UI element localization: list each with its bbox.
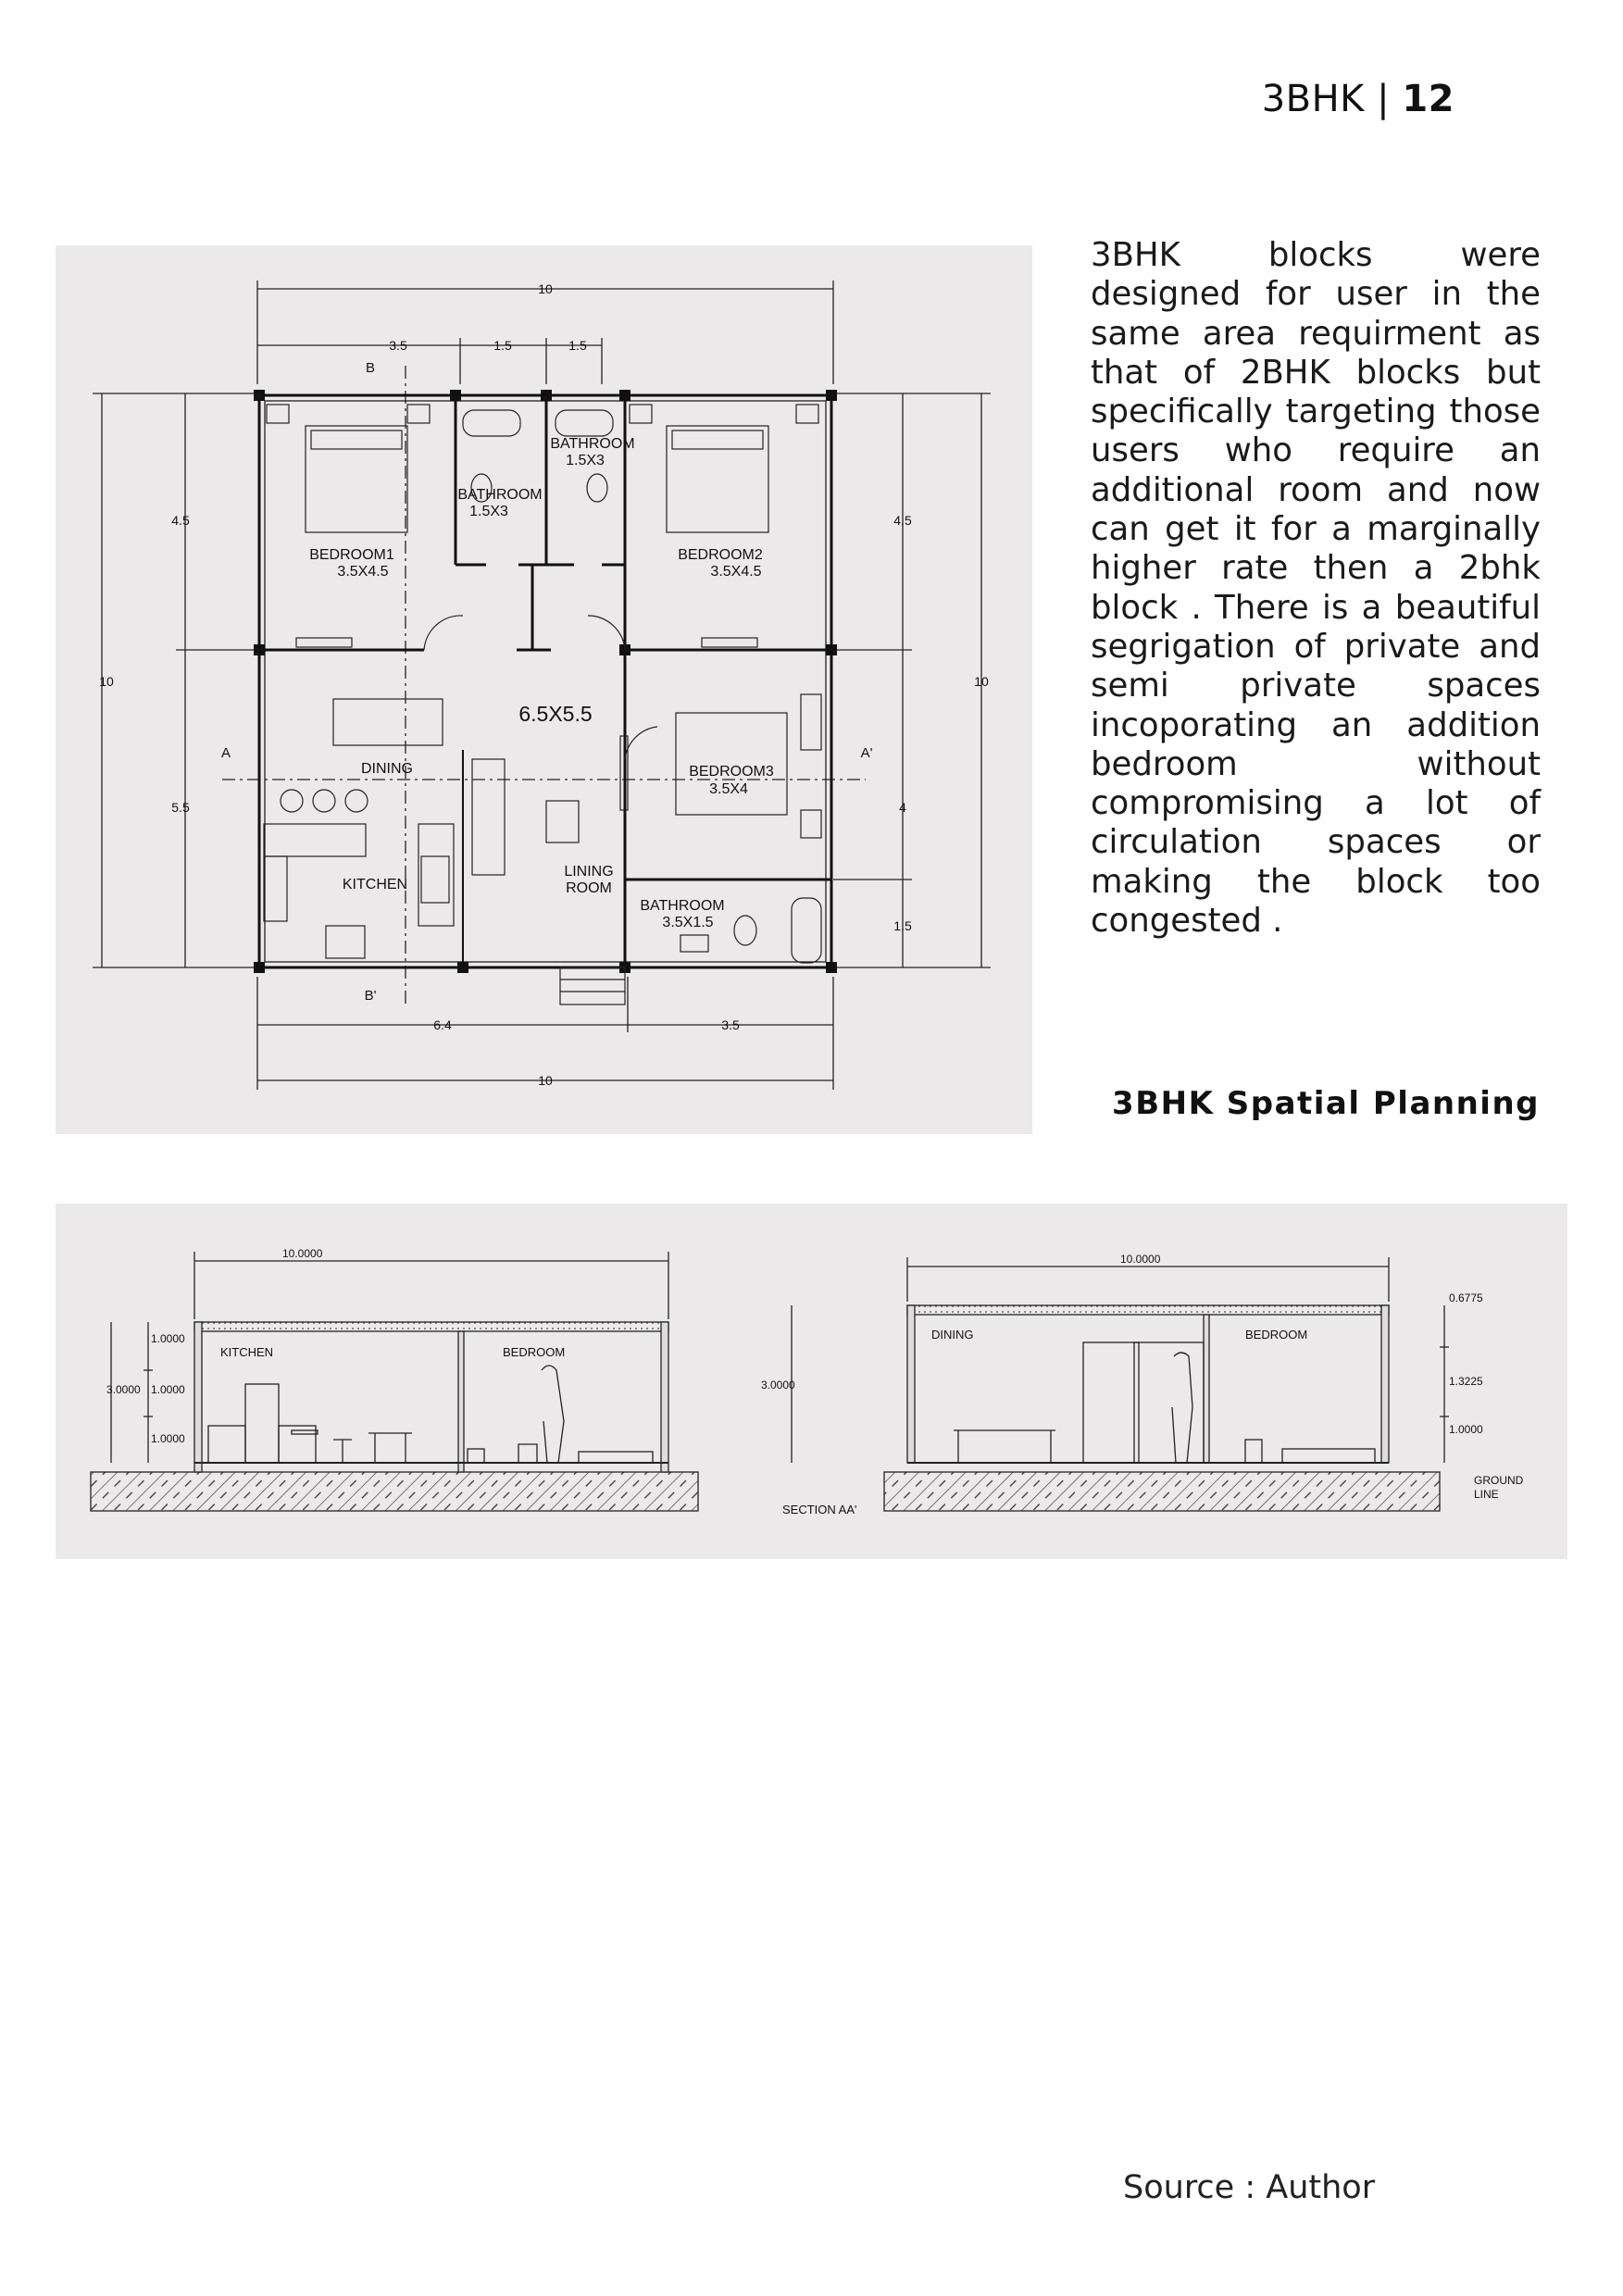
- dim-right-mid: 4: [899, 800, 906, 815]
- dim-top-a: 3.5: [389, 338, 407, 353]
- right-dim-1: 0.6775: [1449, 1292, 1483, 1304]
- dim-right-low: 1.5: [893, 918, 912, 933]
- room-bath2: BATHROOM: [550, 436, 635, 452]
- section-mark-b-prime: B': [364, 988, 377, 1004]
- right-dim-2: 1.3225: [1449, 1375, 1483, 1388]
- room-dining: DINING: [361, 761, 413, 777]
- right-room-dining: DINING: [931, 1328, 974, 1341]
- bed-section-1: [579, 1452, 653, 1463]
- description-paragraph: 3BHK blocks were designed for user in the same area requirment as that of 2BHK blocks but specifically targeting those users who require an additional room and now can get it for a marginally higher rate then a 2bhk block . There is a beautiful segrigation of private and semi private spaces incoporating an addition bedroom without compromising a lot of circulation spaces or making the block too congested .: [1091, 236, 1541, 941]
- page-header: [1262, 78, 1454, 120]
- dim-left-upper: 4.5: [171, 513, 190, 528]
- room-bedroom1-size: 3.5X4.5: [337, 564, 389, 580]
- right-room-bedroom: BEDROOM: [1245, 1328, 1308, 1341]
- room-bedroom3: BEDROOM3: [689, 764, 774, 780]
- right-roof-slab: [907, 1305, 1389, 1315]
- section-mark-a-prime: A': [860, 745, 873, 761]
- stove: [326, 926, 365, 958]
- room-bath3-size: 3.5X1.5: [662, 915, 714, 930]
- figure-caption: 3BHK Spatial Planning: [1112, 1085, 1540, 1122]
- room-bedroom3-size: 3.5X4: [709, 781, 748, 797]
- dim-bottom-a: 6.4: [433, 1017, 452, 1032]
- header-separator: |: [1377, 78, 1391, 120]
- sofa: [472, 759, 505, 875]
- right-dim-3: 1.0000: [1449, 1423, 1483, 1436]
- bed-2: [667, 426, 768, 532]
- room-bedroom2-size: 3.5X4.5: [710, 564, 762, 580]
- figure-person-2: [1172, 1353, 1192, 1463]
- room-living-2: ROOM: [566, 880, 612, 896]
- source-credit: Source : Author: [1123, 2169, 1376, 2206]
- bathtub-3: [792, 898, 821, 963]
- section-mark-a: A: [220, 745, 231, 761]
- bathtub-1: [463, 410, 520, 436]
- dim-bottom-total: 10: [538, 1073, 553, 1088]
- room-bath1: BATHROOM: [457, 487, 543, 503]
- floor-plan-panel: [56, 245, 1032, 1134]
- dim-top-b: 1.5: [493, 338, 512, 353]
- wardrobe: [1083, 1342, 1139, 1463]
- kitchen-counter: [264, 824, 366, 856]
- page-number: 12: [1402, 78, 1454, 120]
- figure-person-1: [542, 1366, 564, 1463]
- room-bedroom1: BEDROOM1: [309, 547, 394, 563]
- right-width-dim: 10.0000: [1120, 1253, 1161, 1266]
- left-total-dim: 3.0000: [106, 1383, 141, 1396]
- dim-left-lower: 5.5: [171, 800, 190, 815]
- bed-section-2: [1282, 1449, 1375, 1463]
- entry-steps: [560, 967, 625, 1004]
- dim-right-upper: 4.5: [893, 513, 912, 528]
- room-living-1: LINING: [564, 864, 614, 880]
- room-hall-size: 6.5X5.5: [518, 702, 593, 726]
- dim-top-c: 1.5: [568, 338, 587, 353]
- room-bath1-size: 1.5X3: [469, 504, 508, 519]
- floor-plan-drawing: [56, 245, 1032, 1134]
- left-dim-2: 1.0000: [151, 1383, 185, 1396]
- left-dim-3: 1.0000: [151, 1432, 185, 1445]
- left-dim-1: 1.0000: [151, 1332, 185, 1345]
- dining-table: [333, 699, 443, 745]
- section-drawings-panel: [56, 1204, 1567, 1559]
- dim-right-total: 10: [974, 674, 989, 689]
- bathtub-2: [556, 410, 613, 436]
- right-ground-hatch: [884, 1472, 1440, 1511]
- left-width-dim: 10.0000: [282, 1247, 323, 1260]
- dim-top-total: 10: [538, 281, 553, 296]
- room-kitchen: KITCHEN: [342, 877, 408, 892]
- bed-1: [306, 426, 407, 532]
- dim-left-total: 10: [99, 674, 114, 689]
- left-ground-hatch: [91, 1472, 698, 1511]
- section-mark-b: B: [365, 360, 376, 376]
- section-label: SECTION AA': [782, 1503, 857, 1516]
- fridge: [245, 1384, 279, 1463]
- section-drawings: [56, 1204, 1567, 1559]
- room-bath3: BATHROOM: [640, 898, 725, 914]
- right-left-dim: 3.0000: [761, 1379, 795, 1391]
- dim-bottom-b: 3.5: [721, 1017, 740, 1032]
- room-bath2-size: 1.5X3: [566, 453, 605, 468]
- room-bedroom2: BEDROOM2: [678, 547, 763, 563]
- left-room-kitchen: KITCHEN: [220, 1345, 274, 1359]
- ground-line-label-2: LINE: [1474, 1488, 1499, 1501]
- left-room-bedroom: BEDROOM: [503, 1345, 566, 1359]
- header-label: 3BHK: [1261, 78, 1365, 120]
- left-roof-slab: [194, 1322, 668, 1331]
- ground-line-label-1: GROUND: [1474, 1474, 1524, 1487]
